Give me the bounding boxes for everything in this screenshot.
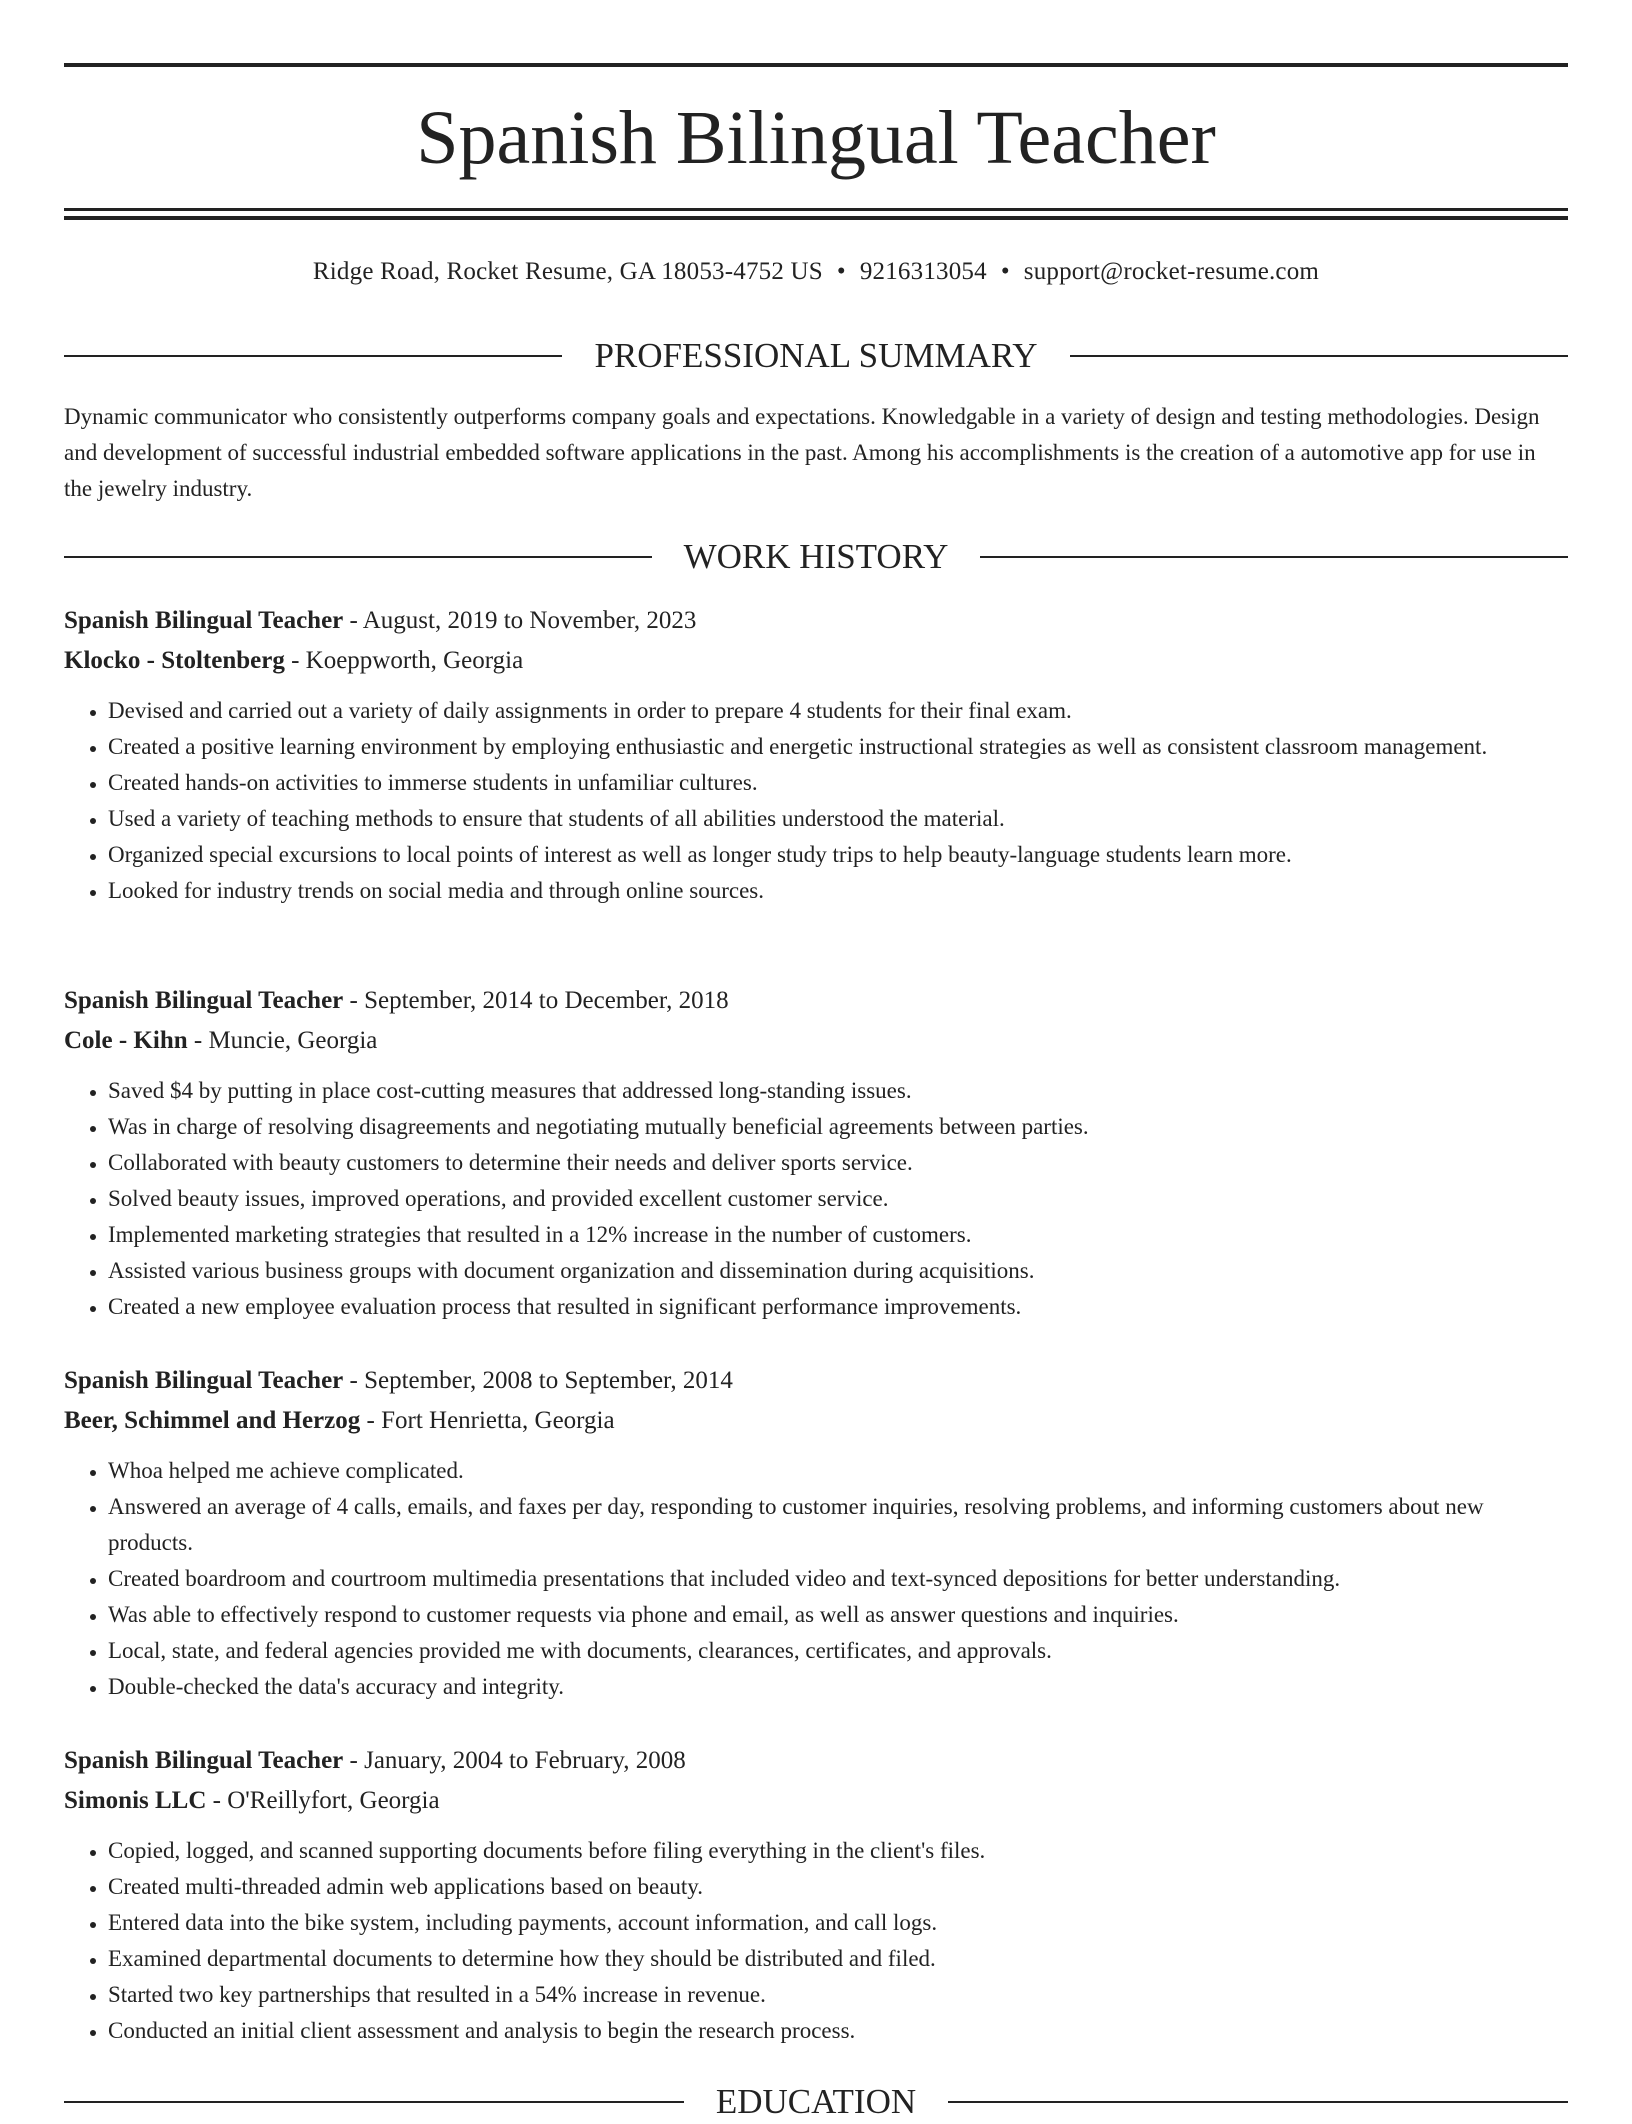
job-title: Spanish Bilingual Teacher	[64, 607, 344, 634]
contact-phone: 9216313054	[859, 258, 987, 285]
job-bullet: • Created hands-on activities to immerse students in unfamiliar cultures.	[108, 765, 1568, 801]
job-location: - Muncie, Georgia	[187, 1027, 378, 1054]
header-double-rule-upper	[64, 208, 1568, 211]
job-company-line	[64, 1401, 1568, 1441]
contact-line	[64, 254, 1568, 290]
job-bullet: • Assisted various business groups with document organization and dissemination during acquisitions.	[108, 1253, 1568, 1289]
job-title-line	[64, 1741, 1568, 1781]
contact-email: support@rocket-resume.com	[1023, 258, 1320, 285]
section-rule-left	[64, 556, 652, 558]
section-rule-right	[948, 2101, 1568, 2103]
job-bullet: • Created a positive learning environment by employing enthusiastic and energetic instructional strategies as well as consistent classroom management.	[108, 729, 1568, 765]
section-title: EDUCATION	[715, 2082, 917, 2121]
job-bullet: • Looked for industry trends on social media and through online sources.	[108, 873, 1568, 909]
job-bullet: • Saved $4 by putting in place cost-cutting measures that addressed long-standing issues.	[108, 1073, 1568, 1109]
professional-summary-text: Dynamic communicator who consistently outperforms company goals and expectations. Knowledgable in a variety of design and testing methodologies. Design and development of successful industrial embedded software applications in the past. Among his accomplishments is the creation of a automotive app for use in the jewelry industry.	[64, 404, 1540, 501]
job-company-line	[64, 641, 1568, 681]
header-top-rule	[64, 63, 1568, 67]
job-bullet: • Entered data into the bike system, including payments, account information, and call logs.	[108, 1905, 1568, 1941]
job-company: Klocko - Stoltenberg	[64, 647, 285, 674]
job-company-line	[64, 1781, 1568, 1821]
section-rule-left	[64, 355, 562, 357]
job-entry	[64, 601, 1568, 909]
job-bullet: • Created a new employee evaluation process that resulted in significant performance improvements.	[108, 1289, 1568, 1325]
job-title: Spanish Bilingual Teacher	[64, 1747, 344, 1774]
section-heading-work-history	[64, 535, 1568, 579]
job-company-line	[64, 1021, 1568, 1061]
job-location: - Fort Henrietta, Georgia	[360, 1407, 615, 1434]
job-bullet: • Solved beauty issues, improved operations, and provided excellent customer service.	[108, 1181, 1568, 1217]
job-company: Cole - Kihn	[64, 1027, 188, 1054]
job-bullet-list	[64, 1833, 1568, 2049]
job-dates: - September, 2014 to December, 2018	[343, 987, 729, 1014]
section-heading-education	[64, 2080, 1568, 2124]
job-bullet: • Conducted an initial client assessment and analysis to begin the research process.	[108, 2013, 1568, 2049]
job-bullet: • Used a variety of teaching methods to ensure that students of all abilities understood the material.	[108, 801, 1568, 837]
candidate-name: Spanish Bilingual Teacher	[416, 96, 1216, 180]
job-entry	[64, 1741, 1568, 2049]
job-bullet: • Implemented marketing strategies that resulted in a 12% increase in the number of customers.	[108, 1217, 1568, 1253]
job-bullet: • Created boardroom and courtroom multimedia presentations that included video and text-synced depositions for better understanding.	[108, 1561, 1568, 1597]
contact-separator: •	[1000, 258, 1010, 285]
job-company: Beer, Schimmel and Herzog	[64, 1407, 361, 1434]
job-bullet: • Was in charge of resolving disagreements and negotiating mutually beneficial agreements between parties.	[108, 1109, 1568, 1145]
job-bullet: • Double-checked the data's accuracy and integrity.	[108, 1669, 1568, 1705]
job-bullet: • Organized special excursions to local points of interest as well as longer study trips to help beauty-language students learn more.	[108, 837, 1568, 873]
job-bullet: • Whoa helped me achieve complicated.	[108, 1453, 1568, 1489]
job-bullet: • Answered an average of 4 calls, emails, and faxes per day, responding to customer inquiries, resolving problems, and informing customers about new products.	[108, 1489, 1568, 1561]
job-location: - Koeppworth, Georgia	[284, 647, 524, 674]
section-rule-left	[64, 2101, 684, 2103]
job-bullet: • Created multi-threaded admin web applications based on beauty.	[108, 1869, 1568, 1905]
job-bullet: • Collaborated with beauty customers to determine their needs and deliver sports service.	[108, 1145, 1568, 1181]
job-entry	[64, 1361, 1568, 1705]
job-bullet-list	[64, 693, 1568, 909]
job-bullet-list	[64, 1453, 1568, 1705]
contact-separator: •	[836, 258, 846, 285]
job-bullet: • Copied, logged, and scanned supporting documents before filing everything in the client's files.	[108, 1833, 1568, 1869]
job-dates: - January, 2004 to February, 2008	[343, 1747, 686, 1774]
section-title: WORK HISTORY	[683, 537, 949, 576]
job-company: Simonis LLC	[64, 1787, 207, 1814]
job-bullet: • Started two key partnerships that resulted in a 54% increase in revenue.	[108, 1977, 1568, 2013]
job-title: Spanish Bilingual Teacher	[64, 1367, 344, 1394]
section-rule-right	[980, 556, 1568, 558]
job-bullet: • Examined departmental documents to determine how they should be distributed and filed.	[108, 1941, 1568, 1977]
job-bullet: • Local, state, and federal agencies provided me with documents, clearances, certificates, and approvals.	[108, 1633, 1568, 1669]
job-location: - O'Reillyfort, Georgia	[206, 1787, 440, 1814]
section-title: PROFESSIONAL SUMMARY	[594, 336, 1038, 375]
job-title-line	[64, 1361, 1568, 1401]
section-heading-summary	[64, 334, 1568, 378]
header-double-rule-lower	[64, 216, 1568, 220]
job-entry	[64, 981, 1568, 1325]
job-title-line	[64, 981, 1568, 1021]
job-bullet: • Was able to effectively respond to customer requests via phone and email, as well as answer questions and inquiries.	[108, 1597, 1568, 1633]
job-dates: - August, 2019 to November, 2023	[343, 607, 697, 634]
job-title-line	[64, 601, 1568, 641]
section-rule-right	[1070, 355, 1568, 357]
job-bullet: • Devised and carried out a variety of daily assignments in order to prepare 4 students for their final exam.	[108, 693, 1568, 729]
job-title: Spanish Bilingual Teacher	[64, 987, 344, 1014]
contact-address: Ridge Road, Rocket Resume, GA 18053-4752 US	[312, 258, 823, 285]
job-dates: - September, 2008 to September, 2014	[343, 1367, 733, 1394]
job-bullet-list	[64, 1073, 1568, 1325]
